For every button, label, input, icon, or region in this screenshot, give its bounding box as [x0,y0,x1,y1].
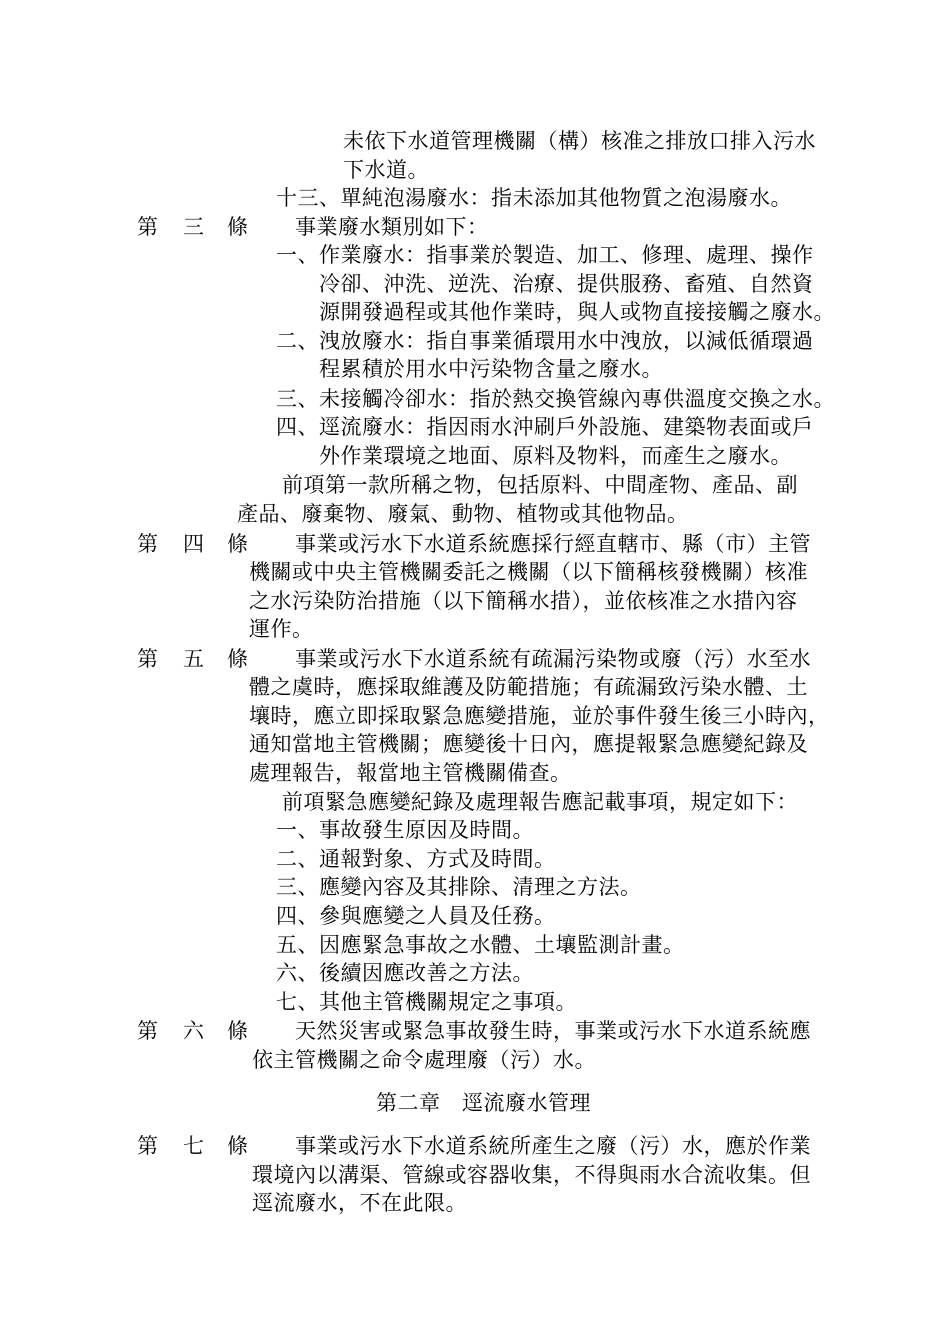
article4-number-di: 第 [137,532,158,556]
article7-number-di: 第 [137,1134,158,1158]
article4-number-tiao: 條 [227,532,248,556]
chapter2-title: 第二章 逕流廢水管理 [376,1091,591,1115]
article7-number-tiao: 條 [227,1134,248,1158]
article7-number [137,1132,248,1161]
article5-line4: 通知當地主管機關；應變後十日內，應提報緊急應變紀錄及 [249,732,808,756]
article5-item4: 四、參與應變之人員及任務。 [276,904,556,928]
article6-number [137,1017,248,1046]
article3-number-tiao: 條 [227,215,248,239]
article5-line1: 事業或污水下水道系統有疏漏污染物或廢（污）水至水 [295,647,811,671]
article3-item1-line1: 一、作業廢水：指事業於製造、加工、修理、處理、操作 [276,243,814,267]
article3-item4-line1: 四、逕流廢水：指因雨水沖刷戶外設施、建築物表面或戶 [276,415,814,439]
article4-line4: 運作。 [249,617,314,641]
article3-item4-line2: 外作業環境之地面、原料及物料，而產生之廢水。 [319,444,792,468]
article3-para2-line1: 前項第一款所稱之物，包括原料、中間產物、產品、副 [282,473,798,497]
article7-line2: 環境內以溝渠、管線或容器收集，不得與雨水合流收集。但 [252,1163,811,1187]
article5-number-tiao: 條 [227,647,248,671]
article3-number-di: 第 [137,215,158,239]
article4-number [137,530,248,559]
article6-number-di: 第 [137,1019,158,1043]
article4-line1: 事業或污水下水道系統應採行經直轄市、縣（市）主管 [295,532,811,556]
article5-line2: 體之虞時，應採取維護及防範措施；有疏漏致污染水體、土 [249,675,808,699]
article3-item1-line3: 源開發過程或其他作業時，與人或物直接接觸之廢水。 [319,300,835,324]
article7-line1: 事業或污水下水道系統所產生之廢（污）水，應於作業 [295,1134,811,1158]
article6-number-tiao: 條 [227,1019,248,1043]
article5-number-num: 五 [183,647,204,671]
article5-number-di: 第 [137,647,158,671]
article3-item2-line1: 二、洩放廢水：指自事業循環用水中洩放，以減低循環過 [276,329,814,353]
article5-item3: 三、應變內容及其排除、清理之方法。 [276,875,642,899]
article5-item7: 七、其他主管機關規定之事項。 [276,990,577,1014]
article4-line3: 之水污染防治措施（以下簡稱水措），並依核准之水措內容 [249,589,798,613]
article7-number-num: 七 [183,1134,204,1158]
article6-line1: 天然災害或緊急事故發生時，事業或污水下水道系統應 [295,1019,811,1043]
article6-number-num: 六 [183,1019,204,1043]
article3-lead: 事業廢水類別如下： [295,215,489,239]
item13-text: 十三、單純泡湯廢水：指未添加其他物質之泡湯廢水。 [276,186,792,210]
article3-item2-line2: 程累積於用水中污染物含量之廢水。 [319,357,663,381]
article5-item2: 二、通報對象、方式及時間。 [276,847,556,871]
article5-number [137,645,248,674]
item12-continuation-line2: 下水道。 [343,158,429,182]
article3-para2-line2: 產品、廢棄物、廢氣、動物、植物或其他物品。 [237,502,689,526]
article4-number-num: 四 [183,532,204,556]
article5-item5: 五、因應緊急事故之水體、土壤監測計畫。 [276,933,685,957]
article5-para2: 前項緊急應變紀錄及處理報告應記載事項，規定如下： [282,790,798,814]
article5-item1: 一、事故發生原因及時間。 [276,818,534,842]
article3-number-num: 三 [183,215,204,239]
article7-line3: 逕流廢水，不在此限。 [252,1191,467,1215]
article6-line2: 依主管機關之命令處理廢（污）水。 [252,1048,596,1072]
article3-item3-line1: 三、未接觸冷卻水：指於熱交換管線內專供溫度交換之水。 [276,387,835,411]
article5-line5: 處理報告，報當地主管機關備查。 [249,761,572,785]
article4-line2: 機關或中央主管機關委託之機關（以下簡稱核發機關）核准 [249,560,808,584]
article3-number [137,213,248,242]
item12-continuation-line1: 未依下水道管理機關（構）核准之排放口排入污水 [343,129,816,153]
article3-item1-line2: 冷卻、沖洗、逆洗、治療、提供服務、畜殖、自然資 [319,272,814,296]
article5-item6: 六、後續因應改善之方法。 [276,961,534,985]
article5-line3: 壤時，應立即採取緊急應變措施，並於事件發生後三小時內， [249,704,830,728]
